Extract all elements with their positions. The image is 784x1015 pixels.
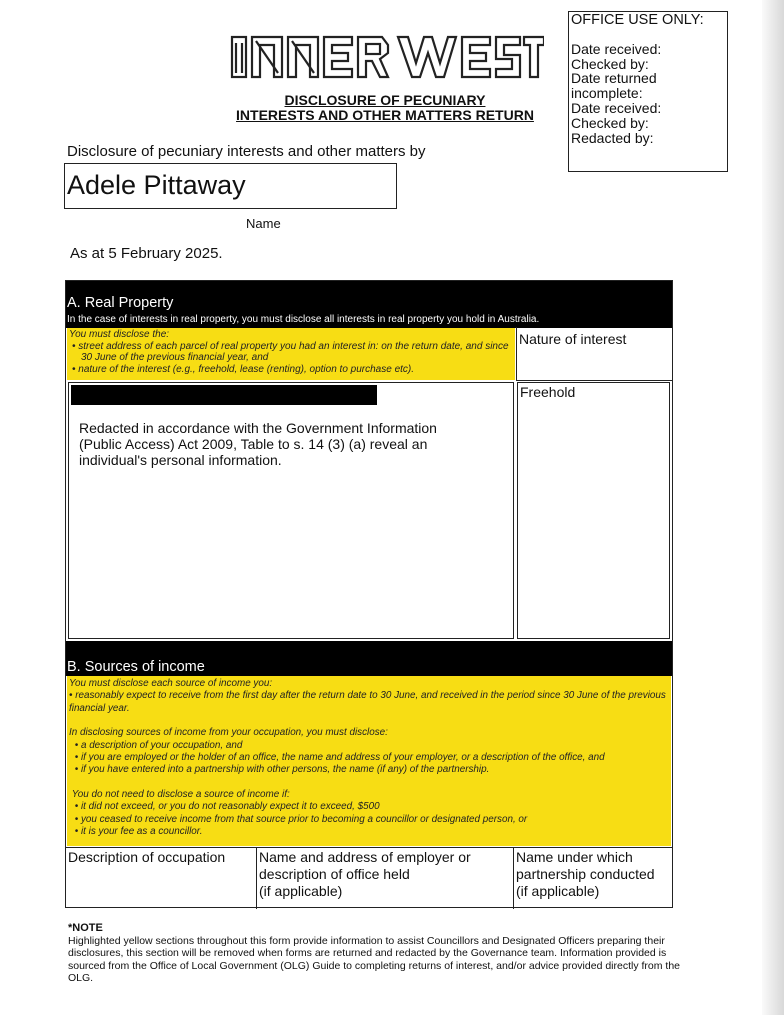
office-field-date-returned: Date returned xyxy=(571,70,657,87)
section-a-header xyxy=(66,281,672,328)
office-field-redacted-by: Redacted by: xyxy=(571,129,654,146)
form-title xyxy=(200,93,570,123)
guidance-item: • you ceased to receive income from that source prior to becoming a councillor or designated person, or xyxy=(72,813,528,825)
redaction-bar xyxy=(71,385,377,405)
form-title-line1: DISCLOSURE OF PECUNIARY xyxy=(284,92,486,108)
inner-west-logo xyxy=(230,33,544,81)
disclosure-table xyxy=(65,280,673,908)
section-a-guidance xyxy=(67,328,515,380)
employer-header-line: description of office held xyxy=(259,866,410,882)
guidance-item: • street address of each parcel of real property you had an interest in: on the return date, and since 30 June of the previous financial year, and xyxy=(72,340,509,363)
office-field-date-received: Date received: xyxy=(571,40,662,57)
guidance-intro: In disclosing sources of income from your occupation, you must disclose: xyxy=(69,727,388,739)
note-heading: *NOTE xyxy=(68,922,103,934)
section-b-header xyxy=(66,641,672,676)
guidance-item: • it did not exceed, or you do not reasonably expect it to exceed, $500 xyxy=(72,801,380,813)
nature-of-interest-header: Nature of interest xyxy=(516,327,673,381)
partnership-header-line: (if applicable) xyxy=(516,883,600,899)
guidance-intro: You do not need to disclose a source of income if: xyxy=(71,788,290,800)
partnership-header-line: Name under which xyxy=(516,849,633,865)
guidance-item: • if you have entered into a partnership with other persons, the name (if any) of the partnership. xyxy=(72,764,490,776)
name-field[interactable]: Adele Pittaway xyxy=(64,163,397,209)
employer-column[interactable] xyxy=(257,848,514,909)
partnership-column[interactable] xyxy=(514,848,672,909)
occupation-column-header: Description of occupation xyxy=(68,849,226,865)
form-title-line2: INTERESTS AND OTHER MATTERS RETURN xyxy=(236,107,534,123)
office-field-checked-by-2: Checked by: xyxy=(571,114,649,131)
guidance-item: • nature of the interest (e.g., freehold, lease (renting), option to purchase etc). xyxy=(72,363,415,375)
guidance-item: • reasonably expect to receive from the first day after the return date to 30 June, and received in the period since 30 June of the previous financial year. xyxy=(69,690,666,714)
guidance-item: • a description of your occupation, and xyxy=(72,739,243,751)
page-edge-shadow xyxy=(762,0,784,1015)
guidance-intro: You must disclose the: xyxy=(69,329,170,340)
note-text: Highlighted yellow sections throughout this form provide information to assist Councillors and Designated Officers preparing their disclosures, this section will be removed when forms are returned and redacted by the Governance team. Information provided is sourced from the Office of Local Government (OLG) Guide to completing returns of interest, and/or advice provided directly from the OLG. xyxy=(68,934,681,984)
redaction-note: Redacted in accordance with the Government Information (Public Access) Act 2009, Table to s. 14 (3) (a) reveal an individual's personal information. xyxy=(79,420,437,468)
footer-note xyxy=(68,922,693,985)
office-field-date-received-2: Date received: xyxy=(571,99,662,116)
partnership-header-line: partnership conducted xyxy=(516,866,655,882)
section-b-guidance xyxy=(67,676,671,846)
property-address-field[interactable] xyxy=(68,382,514,639)
office-field-incomplete: incomplete: xyxy=(571,85,643,102)
office-field-checked-by: Checked by: xyxy=(571,55,649,72)
occupation-column[interactable] xyxy=(66,848,257,909)
employer-header-line: Name and address of employer or xyxy=(259,849,471,865)
office-use-heading: OFFICE USE ONLY: xyxy=(571,12,704,28)
guidance-item: • if you are employed or the holder of an office, the name and address of your employer, or a description of the office, and xyxy=(72,752,605,764)
employer-header-line: (if applicable) xyxy=(259,883,343,899)
nature-of-interest-field[interactable]: Freehold xyxy=(517,382,670,639)
guidance-intro: You must disclose each source of income you: xyxy=(69,678,273,689)
guidance-item: • it is your fee as a councillor. xyxy=(72,826,203,838)
disclosure-by-label: Disclosure of pecuniary interests and other matters by xyxy=(67,143,426,160)
as-at-date: As at 5 February 2025. xyxy=(70,245,223,262)
office-use-box xyxy=(568,11,728,172)
section-b-title: B. Sources of income xyxy=(67,659,205,675)
income-columns xyxy=(66,847,672,909)
section-a-title: A. Real Property xyxy=(67,295,174,311)
section-a-subtitle: In the case of interests in real property, you must disclose all interests in real property you hold in Australia. xyxy=(67,314,540,325)
name-label: Name xyxy=(246,216,281,231)
